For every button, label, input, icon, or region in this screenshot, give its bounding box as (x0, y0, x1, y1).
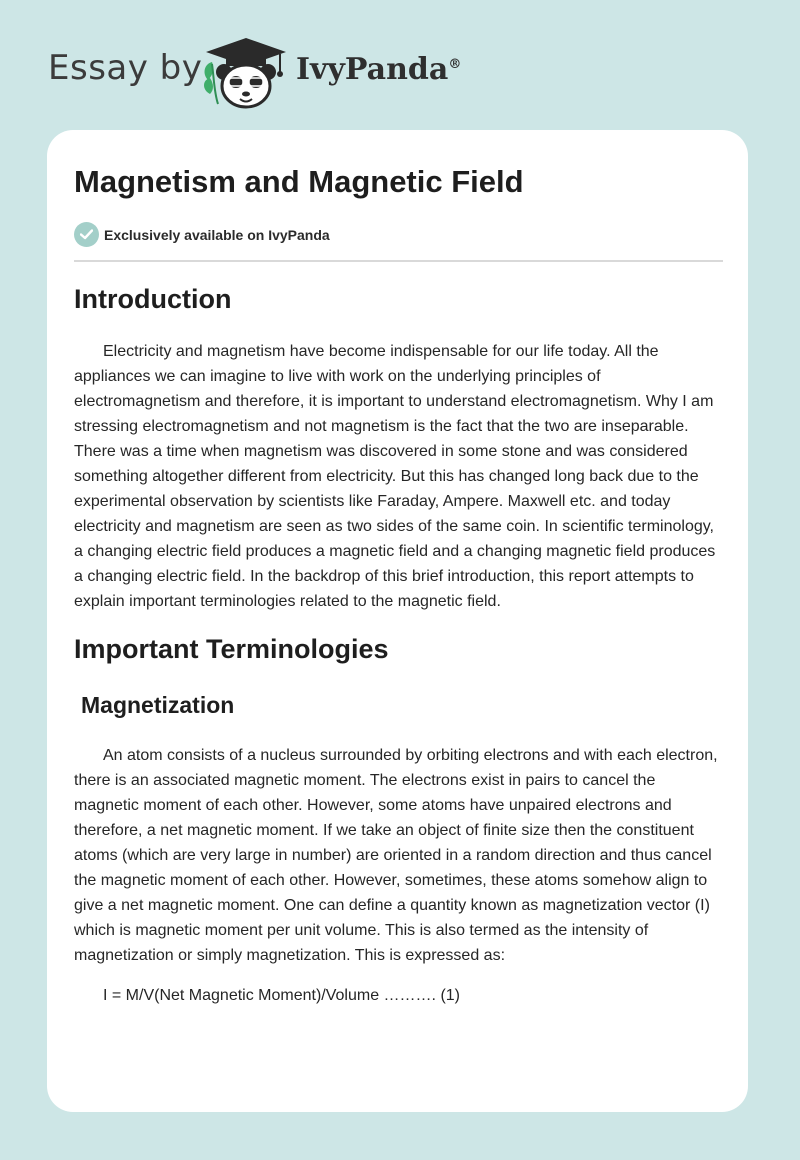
registered-mark: ® (448, 57, 462, 72)
magnetization-formula: I = M/V(Net Magnetic Moment)/Volume ………. (1) (103, 987, 460, 1004)
exclusive-badge-label: Exclusively available on IvyPanda (104, 226, 330, 243)
introduction-heading: Introduction (74, 284, 232, 314)
exclusive-badge (74, 222, 330, 247)
title-divider (74, 260, 723, 262)
introduction-paragraph: Electricity and magnetism have become indispensable for our life today. All the appliances we can imagine to live with work on the underlying principles of electromagnetism and therefore, it is important to understand electromagnetism. Why I am stressing electromagnetism and not magnetism is the fact that the two are inseparable. There was a time when magnetism was discovered in some stone and was considered something altogether different from electricity. But this has changed long back due to the experimental observation by scientists like Faraday, Ampere. Maxwell etc. and today electricity and magnetism are seen as two sides of the same coin. In scientific terminology, a changing electric field produces a magnetic field and a changing magnetic field produces a changing electric field. In the backdrop of this brief introduction, this report attempts to explain important terminologies related to the magnetic field. (74, 343, 716, 610)
essay-by-label: Essay by (48, 48, 203, 88)
magnetization-heading: Magnetization (81, 692, 235, 718)
site-header (0, 0, 800, 120)
panda-graduate-icon (200, 34, 292, 110)
magnetization-paragraph: An atom consists of a nucleus surrounded by orbiting electrons and with each electron, there is an associated magnetic moment. The electrons exist in pairs to cancel the magnetic moment of each other. However, some atoms have unpaired electrons and therefore, a net magnetic moment. If we take an object of finite size then the constituent atoms (which are very large in number) are oriented in a random direction and thus cancel the magnetic moment of each other. However, sometimes, these atoms somehow align to give a net magnetic moment. One can define a quantity known as magnetization vector (I) which is magnetic moment per unit volume. This is also termed as the intensity of magnetization or simply magnetization. This is expressed as: (74, 747, 718, 964)
essay-card (47, 130, 748, 1112)
terminologies-heading: Important Terminologies (74, 634, 389, 664)
check-icon (74, 222, 99, 247)
brand-logo-text[interactable] (296, 52, 461, 87)
brand-name: IvyPanda (296, 52, 449, 87)
article-body (74, 280, 724, 1008)
page-title: Magnetism and Magnetic Field (74, 164, 524, 199)
